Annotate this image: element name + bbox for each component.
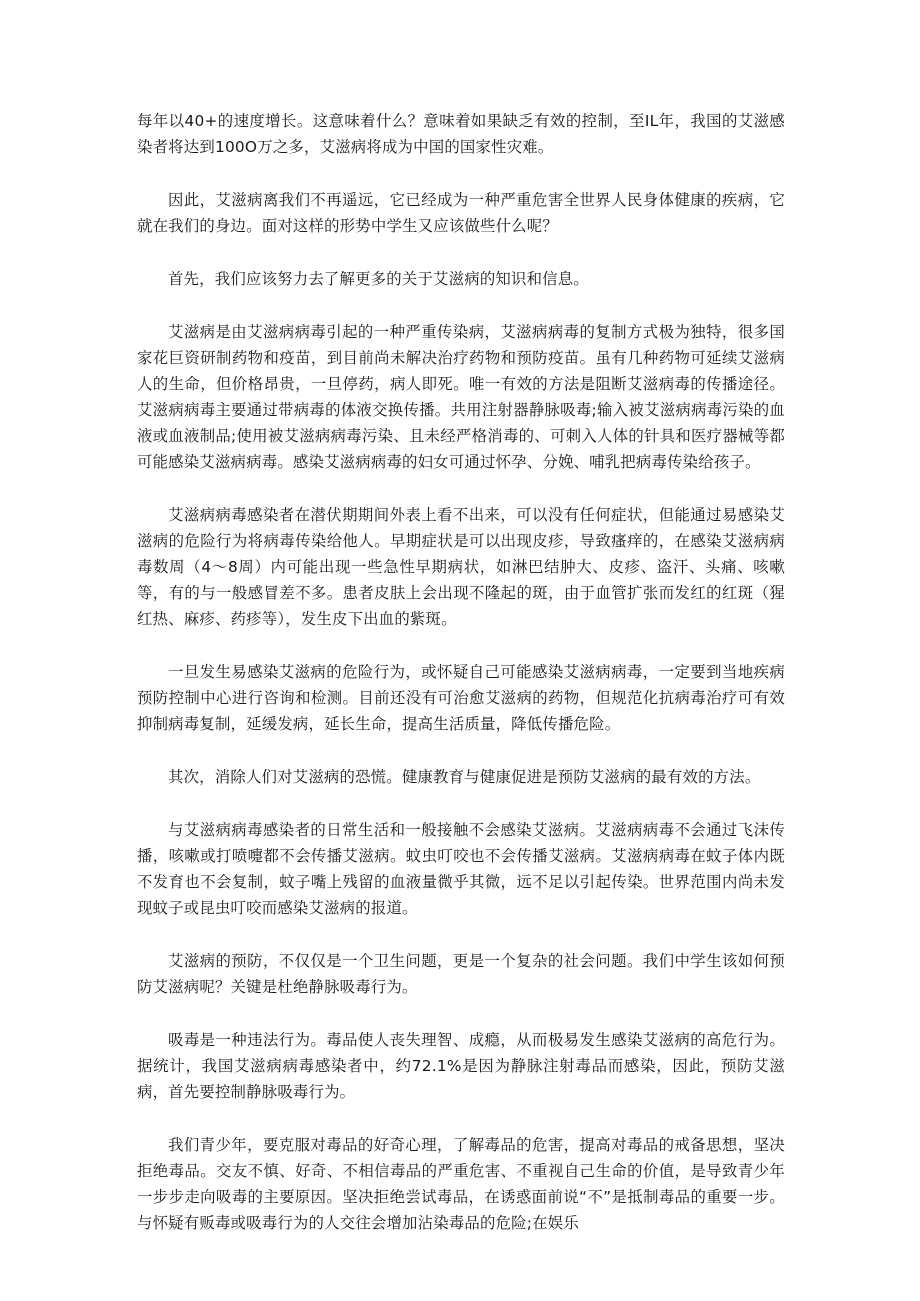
paragraph-5: 艾滋病病毒感染者在潜伏期期间外表上看不出来，可以没有任何症状，但能通过易感染艾滋病的危险行为将病毒传染给他人。早期症状是可以出现皮疹，导致瘙痒的，在感染艾滋病病毒数周（4〜8周）内可能出现一些急性早期病状，如淋巴结肿大、皮疹、盗汗、头痛、咳嗽等，有的与一般感冒差不多。患者皮肤上会出现不隆起的斑，由于血管扩张而发红的红斑（猩红热、麻疹、药疹等），发生皮下出血的紫斑。: [137, 506, 785, 628]
paragraph-1: 每年以40+的速度增长。这意味着什么？意味着如果缺乏有效的控制，至IL年，我国的艾滋感染者将达到100O万之多，艾滋病将成为中国的国家性灾难。: [137, 112, 785, 156]
paragraph-11: 我们青少年，要克服对毒品的好奇心理，了解毒品的危害，提高对毒品的戒备思想，坚决拒绝毒品。交友不慎、好奇、不相信毒品的严重危害、不重视自己生命的价值，是导致青少年一步步走向吸毒的主要原因。坚决拒绝尝试毒品，在诱惑面前说“不”是抵制毒品的重要一步。与怀疑有贩毒或吸毒行为的人交往会增加沾染毒品的危险;在娱乐: [137, 1136, 785, 1232]
paragraph-3: 首先，我们应该努力去了解更多的关于艾滋病的知识和信息。: [168, 270, 589, 288]
paragraph-2: 因此，艾滋病离我们不再遥远，它已经成为一种严重危害全世界人民身体健康的疾病，它就在我们的身边。面对这样的形势中学生又应该做些什么呢？: [137, 191, 785, 235]
paragraph-6: 一旦发生易感染艾滋病的危险行为，或怀疑自己可能感染艾滋病病毒，一定要到当地疾病预防控制中心进行咨询和检测。目前还没有可治愈艾滋病的药物，但规范化抗病毒治疗可有效抑制病毒复制，延缓发病，延长生命，提高生活质量，降低传播危险。: [137, 663, 785, 733]
paragraph-7: 其次，消除人们对艾滋病的恐慌。健康教育与健康促进是预防艾滋病的最有效的方法。: [168, 768, 761, 786]
document-page: [137, 108, 785, 1236]
paragraph-9: 艾滋病的预防，不仅仅是一个卫生问题，更是一个复杂的社会问题。我们中学生该如何预防艾滋病呢？关键是杜绝静脉吸毒行为。: [137, 952, 785, 996]
paragraph-10: 吸毒是一种违法行为。毒品使人丧失理智、成瘾，从而极易发生感染艾滋病的高危行为。据统计，我国艾滋病病毒感染者中，约72.1%是因为静脉注射毒品而感染，因此，预防艾滋病，首先要控制静脉吸毒行为。: [137, 1031, 785, 1101]
paragraph-4: 艾滋病是由艾滋病病毒引起的一种严重传染病，艾滋病病毒的复制方式极为独特，很多国家花巨资研制药物和疫苗，到目前尚未解决治疗药物和预防疫苗。虽有几种药物可延续艾滋病人的生命，但价格昂贵，一旦停药，病人即死。唯一有效的方法是阻断艾滋病毒的传播途径。艾滋病病毒主要通过带病毒的体液交换传播。共用注射器静脉吸毒;输入被艾滋病病毒污染的血液或血液制品;使用被艾滋病病毒污染、且未经严格消毒的、可刺入人体的针具和医疗器械等都可能感染艾滋病病毒。感染艾滋病病毒的妇女可通过怀孕、分娩、哺乳把病毒传染给孩子。: [137, 323, 785, 471]
paragraph-8: 与艾滋病病毒感染者的日常生活和一般接触不会感染艾滋病。艾滋病病毒不会通过飞沫传播，咳嗽或打喷嚏都不会传播艾滋病。蚊虫叮咬也不会传播艾滋病。艾滋病病毒在蚊子体内既不发育也不会复制，蚊子嘴上残留的血液量微乎其微，远不足以引起传染。世界范围内尚未发现蚊子或昆虫叮咬而感染艾滋病的报道。: [137, 821, 785, 917]
